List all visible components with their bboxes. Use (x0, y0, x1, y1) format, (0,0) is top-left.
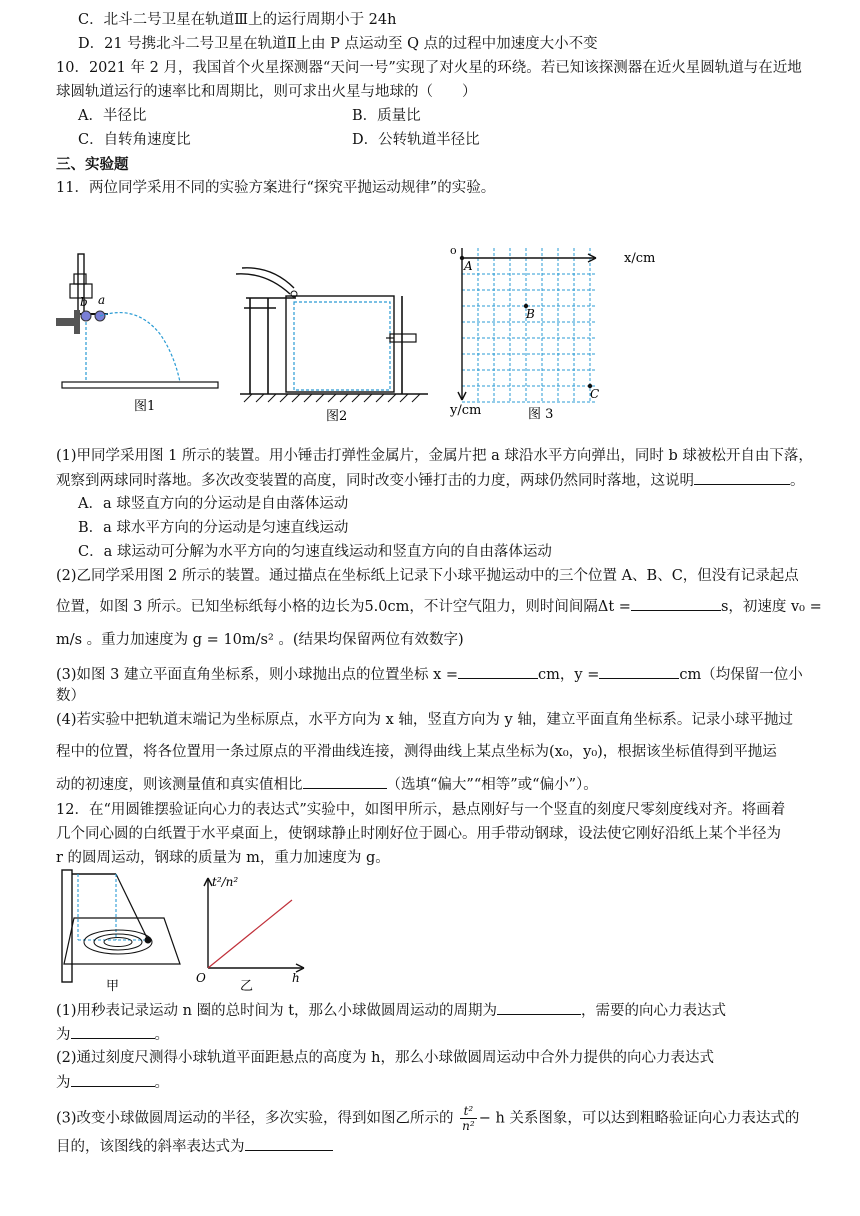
q12-p1-line1 (56, 1000, 726, 1021)
q11-p4-answer-blank[interactable] (303, 774, 387, 789)
q12-p2-line1: (2)通过刻度尺测得小球轨道平面距悬点的高度为 h，那么小球做圆周运动中合外力提供的向心力表达式 (56, 1050, 714, 1066)
q11-p3-text-a: (3)如图 3 建立平面直角坐标系，则小球抛出点的位置坐标 x = (56, 667, 459, 683)
q12-p3-line1 (56, 1104, 799, 1133)
q11-p2-line2 (56, 596, 822, 617)
q11-p4-line2: 程中的位置，将各位置用一条过原点的平滑曲线连接，测得曲线上某点坐标为(x₀，y₀)，根据该坐标值得到平抛运 (56, 744, 777, 760)
fraction-denominator: n² (462, 1119, 475, 1133)
q11-p3-line2: 数） (56, 688, 85, 704)
fig-yi-caption: 乙 (240, 979, 254, 994)
q11-p1-line2 (56, 470, 805, 491)
q12-p1-text-b: ，需要的向心力表达式 (581, 1003, 727, 1019)
q11-p3-text-c: cm（均保留一位小 (679, 667, 803, 683)
q9-option-c: C．北斗二号卫星在轨道Ⅲ上的运行周期小于 24h (78, 12, 397, 28)
q12-net-force-blank[interactable] (71, 1072, 155, 1087)
q12-stem-line1: 12．在“用圆锥摆验证向心力的表达式”实验中，如图甲所示，悬点刚好与一个竖直的刻度尺零刻度线对齐。将画着 (56, 802, 786, 818)
q11-p1-answer-blank[interactable] (694, 470, 790, 485)
q11-p1-option-b: B．a 球水平方向的分运动是匀速直线运动 (78, 520, 349, 536)
q12-stem-line2: 几个同心圆的白纸置于水平桌面上，使钢球静止时刚好位于圆心。用手带动钢球，设法使它刚好沿纸上某个半径为 (56, 826, 781, 842)
q11-p3-line1 (56, 664, 803, 685)
q12-slope-blank[interactable] (245, 1136, 333, 1151)
fig1-caption: 图1 (134, 399, 156, 414)
q12-p1-line2 (56, 1024, 169, 1045)
figure-jia-conical-pendulum (56, 868, 186, 994)
point-a-label: A (464, 259, 473, 273)
fraction-numerator: t² (460, 1104, 477, 1119)
fig3-origin: o (450, 244, 457, 257)
fig-jia-caption: 甲 (106, 979, 120, 994)
q12-stem-line3: r 的圆周运动，钢球的质量为 m，重力加速度为 g。 (56, 850, 390, 866)
q12-p3-text-b: − h 关系图象，可以达到粗略验证向心力表达式的 (478, 1110, 800, 1127)
fig2-caption: 图2 (326, 409, 348, 422)
q11-x-coordinate-blank[interactable] (458, 664, 538, 679)
q11-p4-text-a: 动的初速度，则该测量值和真实值相比 (56, 777, 303, 793)
graph-y-axis-label: t²/n² (212, 875, 239, 889)
q11-p1-option-a: A．a 球竖直方向的分运动是自由落体运动 (78, 496, 349, 512)
section-heading-experiment: 三、实验题 (56, 156, 129, 173)
fig3-y-axis-label: y/cm (450, 403, 482, 418)
q11-stem: 11．两位同学采用不同的实验方案进行“探究平抛运动规律”的实验。 (56, 180, 496, 196)
q11-p4-text-b: （选填“偏大”“相等”或“偏小”）。 (386, 777, 598, 793)
q12-p2-text-a: 为 (56, 1075, 71, 1091)
q11-p2-text-b: s，初速度 v₀ = (720, 599, 822, 615)
q12-p1-text-d: 。 (154, 1027, 169, 1043)
q10-option-b: B．质量比 (352, 108, 421, 124)
q11-p2-line1: (2)乙同学采用图 2 所示的装置。通过描点在坐标纸上记录下小球平抛运动中的三个位置 A、B、C，但没有记录起点 (56, 568, 799, 584)
q11-p4-line1: (4)若实验中把轨道末端记为坐标原点，水平方向为 x 轴，竖直方向为 y 轴，建立平面直角坐标系。记录小球平抛过 (56, 712, 793, 728)
q11-p2-line3: m/s 。重力加速度为 g = 10m/s² 。(结果均保留两位有效数字) (56, 632, 464, 648)
q11-time-interval-blank[interactable] (631, 596, 721, 611)
q11-y-coordinate-blank[interactable] (599, 664, 679, 679)
figure-1-apparatus (56, 244, 226, 419)
q11-p1-end: 。 (790, 473, 805, 489)
q12-p3-text-c: 目的，该图线的斜率表达式为 (56, 1139, 245, 1155)
q11-p1-text: 观察到两球同时落地。多次改变装置的高度，同时改变小锤打击的力度，两球仍然同时落地，这说明 (56, 473, 694, 489)
q12-p3-fraction (460, 1104, 477, 1133)
q11-p1-line1: (1)甲同学采用图 1 所示的装置。用小锤击打弹性金属片，金属片把 a 球沿水平方向弹出，同时 b 球被松开自由下落， (56, 448, 813, 464)
graph-x-axis-label: h (292, 971, 300, 985)
q12-p1-text-c: 为 (56, 1027, 71, 1043)
figure-yi-graph (194, 868, 310, 994)
q12-period-blank[interactable] (497, 1000, 581, 1015)
q9-option-d: D．21 号携北斗二号卫星在轨道Ⅱ上由 P 点运动至 Q 点的过程中加速度大小不变 (78, 36, 598, 52)
q12-p3-text-a: (3)改变小球做圆周运动的半径，多次实验，得到如图乙所示的 (56, 1110, 454, 1127)
q12-p2-text-b: 。 (154, 1075, 169, 1091)
fig3-caption: 图 3 (528, 407, 554, 422)
q11-p2-text-a: 位置，如图 3 所示。已知坐标纸每小格的边长为5.0cm，不计空气阻力，则时间间隔Δt = (56, 599, 631, 615)
graph-origin-label: O (196, 971, 206, 985)
q11-p4-line3 (56, 774, 598, 795)
figure-3-grid (446, 240, 676, 424)
q10-option-c: C．自转角速度比 (78, 132, 191, 148)
fig3-x-axis-label: x/cm (624, 251, 656, 266)
q12-p3-line2 (56, 1136, 333, 1157)
fig1-label-a: a (98, 293, 106, 307)
q10-stem-line2: 球圆轨道运行的速率比和周期比，则可求出火星与地球的（ ） (56, 84, 477, 100)
point-c-label: C (590, 387, 600, 401)
q10-option-d: D．公转轨道半径比 (352, 132, 480, 148)
q12-p2-line2 (56, 1072, 169, 1093)
point-b-label: B (526, 307, 535, 321)
q10-option-a: A．半径比 (78, 108, 147, 124)
q11-p1-option-c: C．a 球运动可分解为水平方向的匀速直线运动和竖直方向的自由落体运动 (78, 544, 552, 560)
q10-stem-line1: 10．2021 年 2 月，我国首个火星探测器“天问一号”实现了对火星的环绕。若已知该探测器在近火星圆轨道与在近地 (56, 60, 802, 76)
q11-p3-text-b: cm，y = (538, 667, 600, 683)
figure-2-apparatus (236, 244, 432, 422)
q12-required-force-blank[interactable] (71, 1024, 155, 1039)
q12-p1-text-a: (1)用秒表记录运动 n 圈的总时间为 t，那么小球做圆周运动的周期为 (56, 1003, 498, 1019)
fig1-label-b: b (80, 295, 88, 309)
